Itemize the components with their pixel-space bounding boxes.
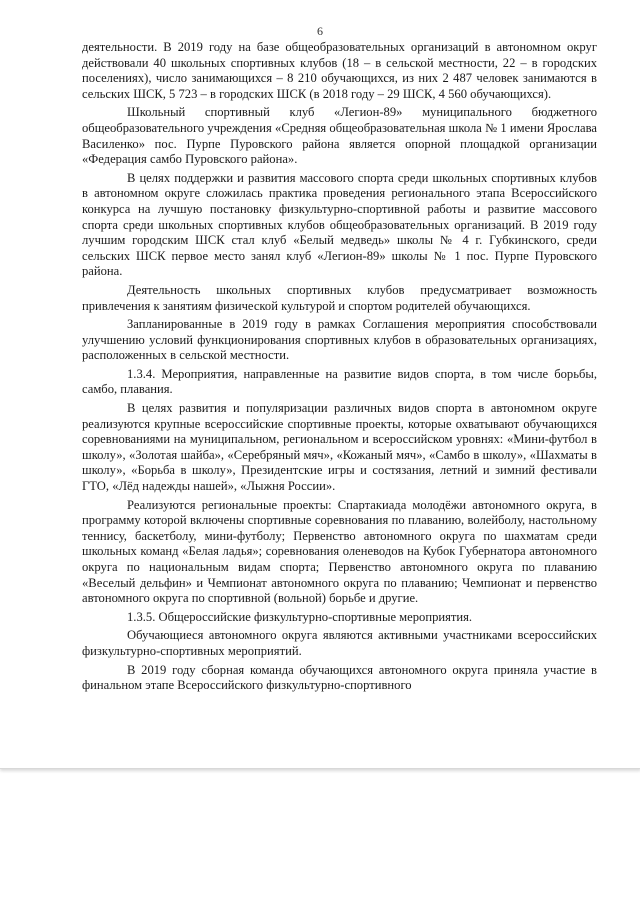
paragraph: В целях развития и популяризации различных видов спорта в автономном округе реализуются крупные всероссийские спортивные проекты, которые охватывают обучающихся соревнованиями на муниципальном, региональном и всероссийском уровнях: «Мини-футбол в школу», «Золотая шайба», «Серебряный мяч», «Кожаный мяч», «Самбо в школу», «Шахматы в школу», «Борьба в школу», Президентские игры и состязания, летний и зимний фестивали ГТО, «Лёд надежды нашей», «Лыжня России». bbox=[82, 401, 597, 494]
paragraph: В целях поддержки и развития массового спорта среди школьных спортивных клубов в автономном округе сложилась практика проведения регионального этапа Всероссийского конкурса на лучшую постановку физкультурно-спортивной работы и развитие массового спорта среди школьных спортивных клубов общеобразовательных организаций. В 2019 году лучшим городским ШСК стал клуб «Белый медведь» школы № 4 г. Губкинского, среди сельских ШСК первое место занял клуб «Легион-89» школы № 1 пос. Пурпе Пуровского района. bbox=[82, 170, 597, 279]
page-body bbox=[82, 40, 597, 697]
paragraph: Школьный спортивный клуб «Легион-89» муниципального бюджетного общеобразовательного учреждения «Средняя общеобразовательная школа № 1 имени Ярослава Василенко» пос. Пурпе Пуровского района является опорной площадкой организации «Федерация самбо Пуровского района». bbox=[82, 105, 597, 167]
paragraph: В 2019 году сборная команда обучающихся автономного округа приняла участие в финальном этапе Всероссийского физкультурно-спортивного bbox=[82, 662, 597, 693]
paragraph: Деятельность школьных спортивных клубов предусматривает возможность привлечения к занятиям физической культурой и спортом родителей обучающихся. bbox=[82, 282, 597, 313]
section-heading: 1.3.4. Мероприятия, направленные на развитие видов спорта, в том числе борьбы, самбо, плавания. bbox=[82, 366, 597, 397]
paragraph: деятельности. В 2019 году на базе общеобразовательных организаций в автономном округ действовали 40 школьных спортивных клубов (18 – в сельской местности, 22 – в городских поселениях), число занимающихся – 8 210 обучающихся, из них 2 487 человек занимаются в сельских ШСК, 5 723 – в городских ШСК (в 2018 году – 29 ШСК, 4 560 обучающихся). bbox=[82, 40, 597, 101]
paragraph: Реализуются региональные проекты: Спартакиада молодёжи автономного округа, в программу которой включены спортивные соревнования по плаванию, волейболу, настольному теннису, баскетболу, мини-футболу; Первенство автономного округа по шахматам среди школьных команд «Белая ладья»; соревнования оленеводов на Кубок Губернатора автономного округа по национальным видам спорта; Первенство автономного округа по плаванию «Веселый дельфин» и Чемпионат автономного округа по плаванию; Чемпионат и первенство автономного округа по спортивной (вольной) борьбе и другие. bbox=[82, 497, 597, 606]
paragraph: Обучающиеся автономного округа являются активными участниками всероссийских физкультурно-спортивных мероприятий. bbox=[82, 628, 597, 658]
section-heading: 1.3.5. Общероссийские физкультурно-спортивные мероприятия. bbox=[127, 609, 473, 624]
paragraph: Запланированные в 2019 году в рамках Соглашения мероприятия способствовали улучшению условий функционирования спортивных клубов в образовательных организациях, расположенных в сельской местности. bbox=[82, 317, 597, 363]
page-number: 6 bbox=[317, 24, 323, 38]
